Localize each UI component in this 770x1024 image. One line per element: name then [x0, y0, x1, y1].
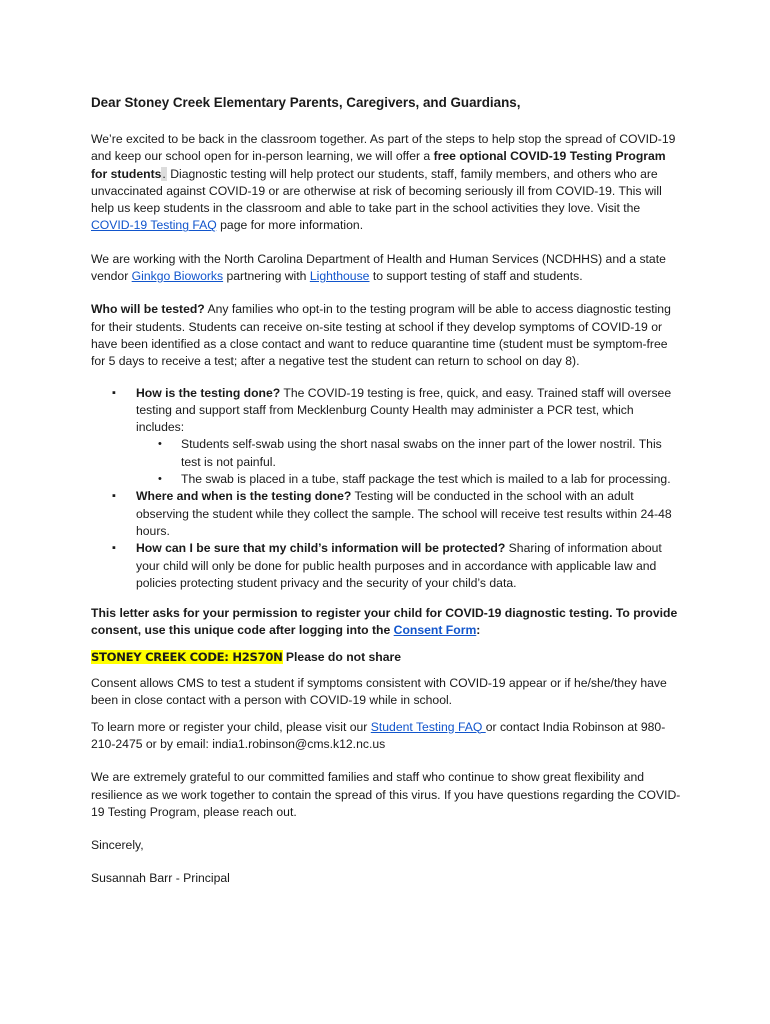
learn-more-text-2: or contact India Robinson at 980-210-2475 or by email: india1.robinson@cms.k12.nc.us — [91, 719, 666, 751]
do-not-share-note: Please do not share — [282, 649, 402, 664]
where-testing-heading: Where and when is the testing done? — [136, 489, 352, 504]
consent-request-text: This letter asks for your permission to register your child for COVID-19 diagnostic testing. To provide consent, use this unique code after logging into the — [91, 606, 678, 638]
lighthouse-link[interactable]: Lighthouse — [309, 269, 370, 284]
how-testing-heading: How is the testing done? — [136, 385, 281, 400]
who-tested-text: Any families who opt-in to the testing program will be able to access diagnostic testing for their students. Students can receive on-site testing at school if they develop symptoms of COVID-19 or have been identified as a close contact and want to reduce quarantine time (student must be symptom-free for 5 days to receive a test; after a negative test the student can return to school on day 8). — [91, 302, 671, 369]
gratitude-paragraph: We are extremely grateful to our committed families and staff who continue to show great flexibility and resilience as we work together to contain the spread of this virus. If you have questions regarding the COVID-19 Testing Program, please reach out. — [91, 770, 681, 819]
partners-text-1: We are working with the North Carolina Department of Health and Human Services (NCDHHS) and a state vendor — [91, 251, 666, 284]
consent-explanation-paragraph: Consent allows CMS to test a student if symptoms consistent with COVID-19 appear or if he/she/they have been in close contact with a person with COVID-19 while in school. — [91, 676, 667, 708]
testing-info-list — [91, 385, 681, 593]
who-tested-heading: Who will be tested? — [91, 302, 205, 317]
list-item — [91, 385, 681, 489]
covid-testing-faq-link[interactable]: COVID-19 Testing FAQ — [91, 218, 217, 233]
consent-form-link[interactable]: Consent Form — [393, 623, 477, 638]
learn-more-paragraph — [91, 719, 681, 754]
intro-bold-program: free optional COVID-19 Testing Program for students — [91, 149, 666, 181]
intro-text-2: Diagnostic testing will help protect our students, staff, family members, and others who are unvaccinated against COVID-19 or are otherwise at risk of becoming seriously ill from COVID-19. This will help us keep students in the classroom and able to take part in the school activities they love. Visit the — [91, 166, 662, 216]
consent-code-highlight: STONEY CREEK CODE: H2S70N — [91, 649, 283, 664]
list-item — [91, 540, 681, 592]
consent-request-paragraph — [91, 605, 681, 640]
partners-paragraph — [91, 251, 681, 286]
learn-more-text-1: To learn more or register your child, please visit our — [91, 719, 371, 734]
partners-text-2: partnering with — [223, 269, 310, 284]
intro-text-1: We’re excited to be back in the classroom together. As part of the steps to help stop the spread of COVID-19 and keep our school open for in-person learning, we will offer a — [91, 132, 676, 164]
privacy-text: Sharing of information about your child will only be done for public health purposes and in accordance with applicable law and policies protecting student privacy and the security of your child’s data. — [136, 541, 662, 590]
letter-page — [91, 94, 681, 904]
partners-text-3: to support testing of staff and students. — [369, 269, 583, 284]
letter-greeting: Dear Stoney Creek Elementary Parents, Caregivers, and Guardians, — [91, 95, 521, 110]
where-testing-text: Testing will be conducted in the school with an adult observing the student while they collect the sample. The school will receive test results within 24-48 hours. — [136, 489, 672, 538]
intro-paragraph — [91, 131, 681, 235]
closing: Sincerely, — [91, 838, 144, 853]
student-testing-faq-link[interactable]: Student Testing FAQ — [370, 719, 486, 734]
who-tested-paragraph — [91, 301, 681, 370]
how-testing-text: The COVID-19 testing is free, quick, and easy. Trained staff will oversee testing and support staff from Mecklenburg County Health may administer a PCR test, which includes: — [136, 385, 672, 435]
list-item: • The swab is placed in a tube, staff package the test which is mailed to a lab for processing. — [136, 471, 681, 488]
ginkgo-bioworks-link[interactable]: Ginkgo Bioworks — [131, 269, 224, 284]
consent-request-end: : — [476, 623, 481, 638]
intro-text-3: page for more information. — [216, 218, 364, 233]
list-item — [91, 488, 681, 540]
signature: Susannah Barr - Principal — [91, 871, 230, 886]
consent-code-line — [91, 649, 681, 666]
list-item: • Students self-swab using the short nasal swabs on the inner part of the lower nostril. This test is not painful. — [136, 436, 681, 471]
privacy-heading: How can I be sure that my child’s information will be protected? — [136, 541, 506, 556]
testing-steps-list — [136, 436, 681, 488]
text-selection-mark: . — [162, 166, 166, 181]
